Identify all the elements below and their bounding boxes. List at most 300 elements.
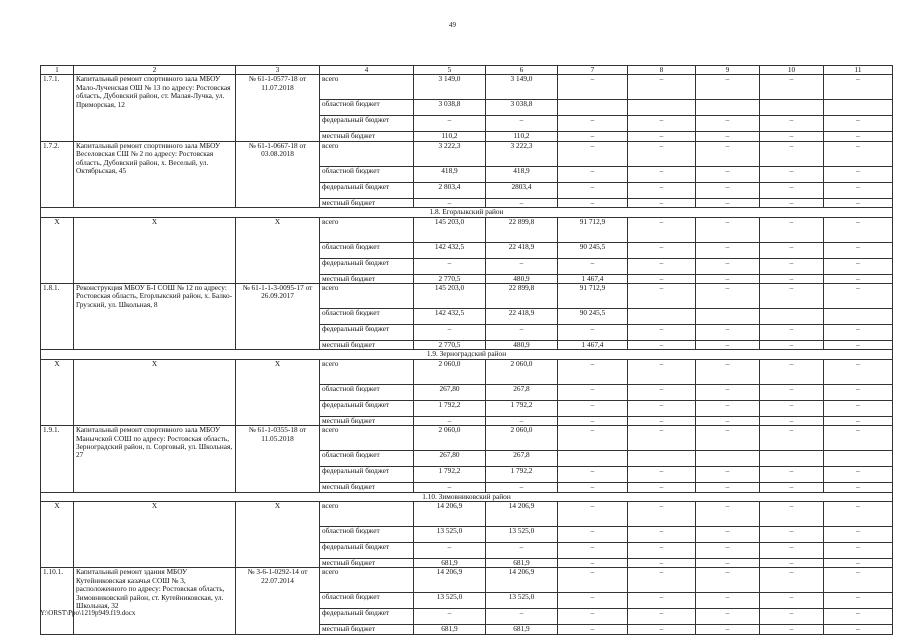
amount-cell: 681,9 [486, 625, 558, 634]
amount-cell: – [628, 609, 696, 625]
amount-cell: 480,9 [486, 341, 558, 350]
amount-cell: 2803,4 [486, 182, 558, 198]
column-header: 10 [760, 66, 824, 75]
amount-cell: – [558, 502, 628, 527]
amount-cell: – [696, 568, 760, 593]
amount-cell: – [824, 384, 893, 400]
item-number: Х [41, 217, 74, 283]
funding-source: местный бюджет [320, 625, 414, 634]
amount-cell: – [628, 258, 696, 274]
amount-cell: – [628, 242, 696, 258]
amount-cell: – [628, 341, 696, 350]
amount-cell [628, 309, 696, 325]
amount-cell: 22 899,8 [486, 284, 558, 309]
amount-cell: – [486, 116, 558, 132]
amount-cell: 22 418,9 [486, 242, 558, 258]
amount-cell: 480,9 [486, 274, 558, 283]
budget-table [40, 65, 893, 635]
amount-cell: 22 899,8 [486, 217, 558, 242]
funding-source: федеральный бюджет [320, 543, 414, 559]
funding-source: всего [320, 568, 414, 593]
amount-cell: – [486, 198, 558, 207]
amount-cell [696, 309, 760, 325]
amount-cell: – [696, 502, 760, 527]
amount-cell: – [760, 609, 824, 625]
amount-cell: – [628, 568, 696, 593]
amount-cell: – [628, 559, 696, 568]
amount-cell: – [760, 242, 824, 258]
funding-source: местный бюджет [320, 274, 414, 283]
table-row [41, 284, 893, 309]
funding-source: областной бюджет [320, 451, 414, 467]
amount-cell: 681,9 [414, 559, 486, 568]
page-number: 49 [449, 21, 456, 29]
amount-cell: 14 206,9 [486, 568, 558, 593]
table-row [41, 217, 893, 242]
amount-cell [824, 451, 893, 467]
object-name: Х [74, 359, 236, 425]
amount-cell: – [824, 543, 893, 559]
amount-cell: – [696, 426, 760, 451]
object-name: Капитальный ремонт здания МБОУ Кутейниковская казачья СОШ № 3, расположенного по адресу: Ростовская область, Зимовниковский район, ст. Кутейниковская, ул. Школьная, 32 [74, 568, 236, 634]
funding-source: федеральный бюджет [320, 609, 414, 625]
amount-cell [760, 100, 824, 116]
amount-cell: – [628, 400, 696, 416]
amount-cell: – [486, 325, 558, 341]
amount-cell: – [760, 559, 824, 568]
funding-source: областной бюджет [320, 593, 414, 609]
amount-cell: – [628, 217, 696, 242]
funding-source: всего [320, 141, 414, 166]
amount-cell: – [558, 527, 628, 543]
district-section-row [41, 350, 893, 359]
amount-cell: – [760, 341, 824, 350]
item-number: 1.7.2. [41, 141, 74, 207]
amount-cell: – [558, 400, 628, 416]
amount-cell: – [628, 166, 696, 182]
funding-source: федеральный бюджет [320, 325, 414, 341]
amount-cell: – [558, 75, 628, 100]
amount-cell: – [558, 198, 628, 207]
funding-source: областной бюджет [320, 166, 414, 182]
funding-source: областной бюджет [320, 309, 414, 325]
document-ref: № 61-1-0667-18 от 03.08.2018 [236, 141, 320, 207]
amount-cell: 2 060,0 [486, 359, 558, 384]
amount-cell: – [628, 502, 696, 527]
amount-cell: – [824, 198, 893, 207]
document-ref: Х [236, 502, 320, 568]
amount-cell: – [696, 182, 760, 198]
amount-cell: – [558, 359, 628, 384]
amount-cell: – [628, 625, 696, 634]
amount-cell: – [558, 467, 628, 483]
amount-cell: – [628, 284, 696, 309]
funding-source: местный бюджет [320, 559, 414, 568]
amount-cell: – [760, 593, 824, 609]
amount-cell: – [414, 543, 486, 559]
amount-cell: – [824, 467, 893, 483]
amount-cell: – [696, 416, 760, 425]
table-row [41, 426, 893, 451]
object-name: Капитальный ремонт спортивного зала МБОУ Веселовская СШ № 2 по адресу: Ростовская область, Дубовский район, х. Веселый, ул. Октябрьская, 45 [74, 141, 236, 207]
amount-cell: – [414, 198, 486, 207]
funding-source: местный бюджет [320, 416, 414, 425]
column-header: 5 [414, 66, 486, 75]
amount-cell: – [824, 325, 893, 341]
amount-cell: – [696, 242, 760, 258]
document-ref: Х [236, 217, 320, 283]
amount-cell: 91 712,9 [558, 217, 628, 242]
amount-cell: – [486, 543, 558, 559]
object-name: Реконструкция МБОУ Б-І СОШ № 12 по адресу: Ростовская область, Егорлыкский район, х. Балко-Грузский, ул. Школьная, 8 [74, 284, 236, 350]
column-header: 1 [41, 66, 74, 75]
amount-cell: – [628, 384, 696, 400]
amount-cell: – [628, 483, 696, 492]
amount-cell: 110,2 [414, 132, 486, 141]
amount-cell: – [824, 166, 893, 182]
amount-cell: – [696, 325, 760, 341]
amount-cell: – [696, 141, 760, 166]
amount-cell: – [628, 467, 696, 483]
file-path-footer: Y:\ORST\Ppo\1219p949.f19.docx [40, 609, 136, 617]
amount-cell: 3 149,0 [414, 75, 486, 100]
amount-cell: 13 525,0 [486, 593, 558, 609]
item-number: 1.8.1. [41, 284, 74, 350]
section-title: 1.8. Егорлыкский район [41, 208, 893, 217]
amount-cell: – [558, 166, 628, 182]
amount-cell: – [760, 400, 824, 416]
amount-cell: – [558, 384, 628, 400]
amount-cell: – [628, 325, 696, 341]
amount-cell: 110,2 [486, 132, 558, 141]
funding-source: федеральный бюджет [320, 467, 414, 483]
amount-cell: – [414, 325, 486, 341]
amount-cell: – [628, 182, 696, 198]
amount-cell: 14 206,9 [414, 502, 486, 527]
amount-cell [696, 100, 760, 116]
amount-cell: 90 245,5 [558, 242, 628, 258]
amount-cell: – [628, 198, 696, 207]
item-number: Х [41, 359, 74, 425]
amount-cell: 91 712,9 [558, 284, 628, 309]
amount-cell: – [628, 416, 696, 425]
amount-cell: – [696, 625, 760, 634]
amount-cell: – [628, 593, 696, 609]
amount-cell: – [696, 384, 760, 400]
amount-cell: – [760, 502, 824, 527]
amount-cell: 2 060,0 [414, 359, 486, 384]
funding-source: всего [320, 502, 414, 527]
funding-source: местный бюджет [320, 132, 414, 141]
object-name: Х [74, 217, 236, 283]
amount-cell: – [760, 198, 824, 207]
amount-cell: – [414, 116, 486, 132]
amount-cell: 267,80 [414, 451, 486, 467]
amount-cell: 1 792,2 [414, 467, 486, 483]
amount-cell: – [824, 416, 893, 425]
item-number: 1.9.1. [41, 426, 74, 492]
amount-cell [558, 451, 628, 467]
amount-cell: – [824, 502, 893, 527]
amount-cell: – [824, 284, 893, 309]
amount-cell: – [824, 559, 893, 568]
amount-cell [628, 451, 696, 467]
object-name: Х [74, 502, 236, 568]
amount-cell: – [760, 182, 824, 198]
amount-cell: – [760, 75, 824, 100]
document-ref: Х [236, 359, 320, 425]
amount-cell: – [696, 116, 760, 132]
amount-cell: – [760, 258, 824, 274]
item-number: 1.7.1. [41, 75, 74, 141]
amount-cell: – [760, 625, 824, 634]
amount-cell: – [414, 258, 486, 274]
amount-cell: 2 060,0 [486, 426, 558, 451]
amount-cell: – [760, 483, 824, 492]
funding-source: всего [320, 426, 414, 451]
amount-cell: – [760, 141, 824, 166]
amount-cell: – [824, 426, 893, 451]
amount-cell: – [486, 483, 558, 492]
amount-cell: – [824, 141, 893, 166]
amount-cell: – [760, 426, 824, 451]
amount-cell: 267,8 [486, 384, 558, 400]
amount-cell: – [760, 166, 824, 182]
amount-cell: – [824, 116, 893, 132]
table-row [41, 568, 893, 593]
amount-cell: 681,9 [486, 559, 558, 568]
amount-cell [558, 100, 628, 116]
amount-cell: 2 803,4 [414, 182, 486, 198]
amount-cell: 3 149,0 [486, 75, 558, 100]
amount-cell: – [824, 527, 893, 543]
amount-cell: – [558, 426, 628, 451]
amount-cell: 14 206,9 [414, 568, 486, 593]
amount-cell: – [760, 527, 824, 543]
amount-cell: – [760, 217, 824, 242]
amount-cell: – [824, 568, 893, 593]
amount-cell [696, 451, 760, 467]
funding-source: федеральный бюджет [320, 116, 414, 132]
amount-cell: – [486, 609, 558, 625]
amount-cell: 13 525,0 [414, 593, 486, 609]
amount-cell: – [628, 141, 696, 166]
column-header: 2 [74, 66, 236, 75]
amount-cell: 418,9 [486, 166, 558, 182]
amount-cell: – [696, 543, 760, 559]
document-ref: № 3-6-1-0292-14 от 22.07.2014 [236, 568, 320, 634]
amount-cell: – [558, 325, 628, 341]
section-title: 1.9. Зерноградский район [41, 350, 893, 359]
amount-cell: – [760, 325, 824, 341]
amount-cell: 1 467,4 [558, 341, 628, 350]
amount-cell: – [824, 242, 893, 258]
section-title: 1.10. Зимовниковский район [41, 492, 893, 501]
amount-cell: – [558, 116, 628, 132]
amount-cell: 1 792,2 [486, 400, 558, 416]
amount-cell: 267,8 [486, 451, 558, 467]
amount-cell: – [558, 258, 628, 274]
column-header: 9 [696, 66, 760, 75]
amount-cell: – [696, 274, 760, 283]
district-section-row [41, 208, 893, 217]
amount-cell: – [824, 258, 893, 274]
amount-cell: – [558, 182, 628, 198]
amount-cell: 142 432,5 [414, 242, 486, 258]
object-name: Капитальный ремонт спортивного зала МБОУ Манычской СОШ по адресу: Ростовская область, Зерноградский район, п. Сорговый, ул. Школьная, 27 [74, 426, 236, 492]
amount-cell: – [824, 593, 893, 609]
object-name: Капитальный ремонт спортивного зала МБОУ Мало-Лученская ОШ № 13 по адресу: Ростовская область, Дубовский район, ст. Малая-Лучка, ул. Приморская, 12 [74, 75, 236, 141]
amount-cell: – [760, 116, 824, 132]
amount-cell: – [696, 400, 760, 416]
column-header: 6 [486, 66, 558, 75]
amount-cell: – [760, 132, 824, 141]
amount-cell: – [696, 593, 760, 609]
funding-source: областной бюджет [320, 242, 414, 258]
column-header: 7 [558, 66, 628, 75]
document-ref: № 61-1-0577-18 от 11.07.2018 [236, 75, 320, 141]
amount-cell: – [628, 543, 696, 559]
amount-cell: – [696, 258, 760, 274]
amount-cell: – [558, 625, 628, 634]
amount-cell: – [414, 416, 486, 425]
amount-cell: – [628, 359, 696, 384]
amount-cell: 3 038,8 [486, 100, 558, 116]
amount-cell: 1 467,4 [558, 274, 628, 283]
amount-cell: – [824, 274, 893, 283]
amount-cell: – [824, 625, 893, 634]
funding-source: областной бюджет [320, 384, 414, 400]
table-row [41, 141, 893, 166]
amount-cell: – [760, 416, 824, 425]
amount-cell: 22 418,9 [486, 309, 558, 325]
amount-cell: – [486, 258, 558, 274]
amount-cell [824, 309, 893, 325]
amount-cell [760, 451, 824, 467]
amount-cell: – [696, 609, 760, 625]
document-ref: № 61-1-0355-18 от 11.05.2018 [236, 426, 320, 492]
funding-source: областной бюджет [320, 527, 414, 543]
amount-cell: – [824, 182, 893, 198]
column-header: 3 [236, 66, 320, 75]
amount-cell [824, 100, 893, 116]
amount-cell: 145 203,0 [414, 284, 486, 309]
amount-cell: – [558, 609, 628, 625]
amount-cell: – [628, 132, 696, 141]
funding-source: областной бюджет [320, 100, 414, 116]
amount-cell: – [696, 217, 760, 242]
amount-cell: – [824, 609, 893, 625]
amount-cell: – [558, 593, 628, 609]
amount-cell: – [696, 284, 760, 309]
amount-cell: 2 770,5 [414, 274, 486, 283]
amount-cell: – [760, 467, 824, 483]
amount-cell: – [696, 559, 760, 568]
amount-cell: 2 770,5 [414, 341, 486, 350]
amount-cell: – [696, 467, 760, 483]
funding-source: всего [320, 217, 414, 242]
funding-source: местный бюджет [320, 198, 414, 207]
amount-cell: – [696, 75, 760, 100]
amount-cell: – [696, 198, 760, 207]
funding-source: федеральный бюджет [320, 258, 414, 274]
amount-cell: 681,9 [414, 625, 486, 634]
table-row [41, 75, 893, 100]
amount-cell: 14 206,9 [486, 502, 558, 527]
amount-cell: – [696, 341, 760, 350]
column-header: 11 [824, 66, 893, 75]
district-section-row [41, 492, 893, 501]
amount-cell: – [760, 543, 824, 559]
column-header: 8 [628, 66, 696, 75]
amount-cell: – [824, 341, 893, 350]
amount-cell [760, 309, 824, 325]
amount-cell: – [558, 416, 628, 425]
funding-source: всего [320, 75, 414, 100]
item-number: Х [41, 502, 74, 568]
amount-cell [628, 100, 696, 116]
amount-cell: – [824, 217, 893, 242]
amount-cell: – [558, 559, 628, 568]
document-ref: № 61-1-1-3-0095-17 от 26.09.2017 [236, 284, 320, 350]
amount-cell: – [558, 568, 628, 593]
amount-cell: – [486, 416, 558, 425]
funding-source: местный бюджет [320, 341, 414, 350]
amount-cell: – [628, 274, 696, 283]
amount-cell: – [696, 527, 760, 543]
funding-source: федеральный бюджет [320, 182, 414, 198]
amount-cell: 142 432,5 [414, 309, 486, 325]
amount-cell: – [628, 75, 696, 100]
amount-cell: 145 203,0 [414, 217, 486, 242]
amount-cell: – [760, 284, 824, 309]
amount-cell: 13 525,0 [486, 527, 558, 543]
amount-cell: – [558, 141, 628, 166]
amount-cell: 3 038,8 [414, 100, 486, 116]
item-number: 1.10.1. [41, 568, 74, 634]
amount-cell: – [558, 543, 628, 559]
amount-cell: 267,80 [414, 384, 486, 400]
table-row [41, 502, 893, 527]
amount-cell: – [628, 116, 696, 132]
funding-source: всего [320, 359, 414, 384]
amount-cell: – [696, 166, 760, 182]
amount-cell: 90 245,5 [558, 309, 628, 325]
amount-cell: 13 525,0 [414, 527, 486, 543]
amount-cell: – [824, 359, 893, 384]
funding-source: федеральный бюджет [320, 400, 414, 416]
amount-cell: 3 222,3 [414, 141, 486, 166]
amount-cell: – [760, 359, 824, 384]
amount-cell: – [628, 527, 696, 543]
amount-cell: 1 792,2 [486, 467, 558, 483]
amount-cell: – [824, 132, 893, 141]
funding-source: всего [320, 284, 414, 309]
amount-cell: – [760, 274, 824, 283]
amount-cell: – [760, 568, 824, 593]
amount-cell: – [696, 359, 760, 384]
amount-cell: – [696, 132, 760, 141]
amount-cell: – [696, 483, 760, 492]
amount-cell: – [824, 400, 893, 416]
amount-cell: – [558, 132, 628, 141]
column-header: 4 [320, 66, 414, 75]
amount-cell: 418,9 [414, 166, 486, 182]
funding-source: местный бюджет [320, 483, 414, 492]
amount-cell: 1 792,2 [414, 400, 486, 416]
amount-cell: – [824, 483, 893, 492]
amount-cell: 2 060,0 [414, 426, 486, 451]
